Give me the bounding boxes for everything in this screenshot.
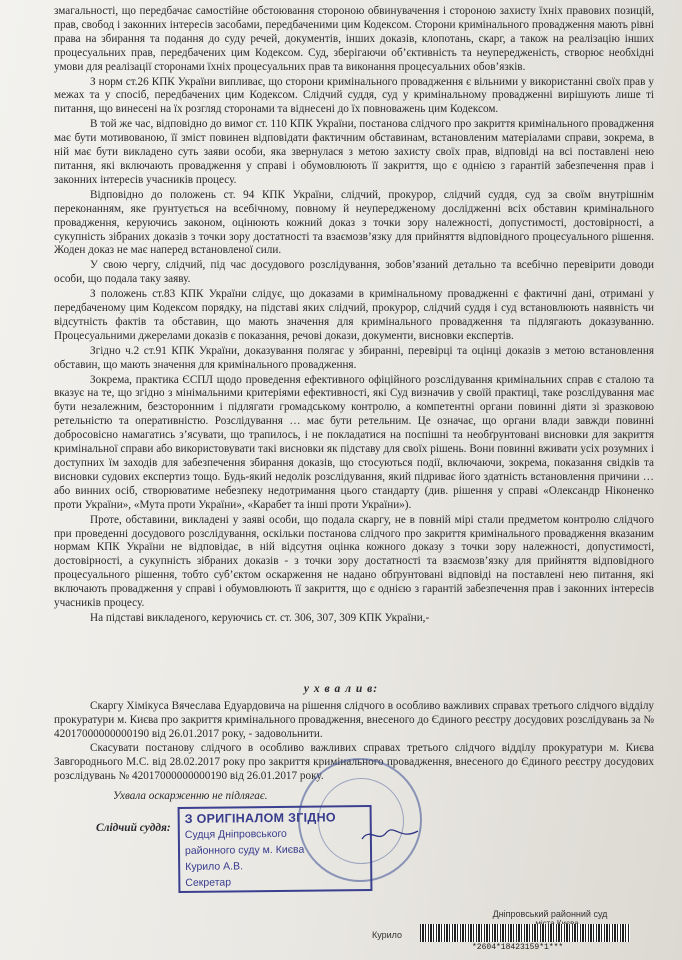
- stamp-line: Курило А.В.: [185, 860, 244, 873]
- signature: [360, 825, 420, 845]
- document-body: [54, 5, 654, 626]
- verdict-paragraph: Скаргу Хімікуса Вячеслава Едуардовича на рішення слідчого в особливо важливих справах третього слідчого відділу прокуратури м. Києва про закриття кримінального провадження, внесеного до Єдиного реєстру досудових розслідувань за № 42017000000000190 від 26.01.2017 року, - задовольнити.: [54, 700, 654, 740]
- paragraph: Відповідно до положень ст. 94 КПК України, слідчий, прокурор, слідчий суддя, суд за своїм внутрішнім переконанням, яке ґрунтується на всебічному, повному й неупередженому дослідженні всіх обставин кримінального провадження, керуючись законом, оцінюють кожний доказ з точки зору належності, допустимості, достовірності, а сукупність зібраних доказів з точки зору достатності та взаємозв’язку для прийняття відповідного процесуального рішення. Жоден доказ не має наперед встановленої сили.: [54, 188, 654, 257]
- stamp-line: Секретар: [185, 876, 232, 889]
- verdict-paragraph: Скасувати постанову слідчого в особливо важливих справах третього слідчого відділу прокуратури м. Києва Завгороднього М.С. від 28.02.2017 року про закриття кримінального провадження, внесеного до Єдиного реєстру досудових розслідувань № 42017000000000190 від 26.01.2017 року.: [54, 741, 654, 782]
- judge-label: Слідчий суддя:: [96, 822, 171, 834]
- stamp-title: З ОРИГІНАЛОМ ЗГІДНО: [184, 810, 336, 826]
- paragraph: З норм ст.26 КПК України випливає, що сторони кримінального провадження є вільними у використанні своїх прав у межах та у спосіб, передбачених цим Кодексом. Слідчий суддя, суд у кримінальному провадженні вирішують лише ті питання, що винесені на їх розгляд сторонами та віднесені до їх повноважень цим Кодексом.: [54, 75, 654, 116]
- barcode: [420, 924, 630, 942]
- signer-name: Курило: [372, 930, 403, 940]
- stamp-line: районного суду м. Києва: [184, 843, 305, 857]
- certification-stamp: [178, 805, 373, 893]
- barcode-number: *2604*18423159*1***: [472, 943, 564, 952]
- paragraph: змагальності, що передбачає самостійне обстоювання стороною обвинувачення і стороною захисту їхніх правових позицій, прав, свобод і законних інтересів засобами, передбаченими цим Кодексом. Сторони кримінального провадження мають рівні права на збирання та подання до суду речей, документів, інших доказів, клопотань, скарг, а також на реалізацію інших процесуальних прав, передбачених цим Кодексом. Суд, зберігаючи об’єктивність та неупередженість, створює необхідні умови для реалізації сторонами їхніх процесуальних прав та виконання процесуальних обов’язків.: [54, 5, 654, 73]
- court-name: Дніпровський районний суд: [492, 909, 608, 919]
- paragraph: Проте, обставини, викладені у заяві особи, що подала скаргу, не в повній мірі стали предметом контролю слідчого при проведенні досудового розслідування, оскільки постанова слідчого про закриття кримінального провадження вказаним нормам КПК України не відповідає, в ній відсутня оцінка кожного доказу з точки зору належності, допустимості, достовірності, а сукупність зібраних доказів - з точки зору достатності та взаємозв’язку для прийняття відповідного процесуального рішення, тобто суб’єктом оскарження не надано обґрунтовані відповіді на поставлені нею питання, які включають провадження у справі і обумовлюють її закриття, що є однією з гарантій забезпечення прав і законних інтересів учасників процесу.: [54, 513, 654, 610]
- appeal-note: Ухвала оскарженню не підлягає.: [113, 790, 268, 802]
- paragraph: У свою чергу, слідчий, під час досудового розслідування, зобов’язаний детально та всебічно перевірити доводи особи, що подала таку заяву.: [54, 259, 654, 286]
- paragraph: Зокрема, практика ЄСПЛ щодо проведення ефективного офіційного розслідування кримінальних справ є сталою та вказує на те, що згідно з мінімальними критеріями ефективності, які Суд визначив у своїй практиці, таке розслідування має бути незалежним, безсторонним і підлягати громадському контролю, а компетентні органи повинні діяти зі зразковою ретельністю та оперативністю. Розслідування … має бути ретельним. Це означає, що органи влади завжди повинні добросовісно намагатись з’ясувати, що трапилось, і не покладатися на поспішні та необґрунтовані висновки для закриття кримінальної справи або використовувати такі висновки як підставу для своїх рішень. Вони повинні вживати усіх розумних і доступних їм заходів для забезпечення збирання доказів, що стосуються події, включаючи, зокрема, показання свідків та висновки судових експертиз тощо. Будь-який недолік розслідування, який підриває його здатність встановлення причини … або винних осіб, створюватиме небезпеку недотримання цього стандарту (див. рішення у справі «Олександр Ніконенко проти України», «Мута проти України», «Карабет та інші проти України»).: [54, 373, 654, 511]
- verdict-heading: у х в а л и в:: [303, 683, 379, 695]
- paragraph: Згідно ч.2 ст.91 КПК України, доказування полягає у збиранні, перевірці та оцінці доказів з метою встановлення обставин, що мають значення для кримінального провадження.: [54, 344, 654, 371]
- paragraph: В той же час, відповідно до вимог ст. 110 КПК України, постанова слідчого про закриття кримінального провадження має бути мотивованою, її зміст повинен відповідати фактичним обставинам, встановленим матеріалами справи, зокрема, в ній має бути викладено суть заяви особи, яка звернулася з метою захисту своїх прав, відповіді на всі поставлені нею питання, які включають провадження у справі і обумовлюють її закриття, що є однією з гарантій забезпечення прав і законних інтересів учасників процесу.: [54, 118, 654, 186]
- paragraph: З положень ст.83 КПК України слідує, що доказами в кримінальному провадженні є фактичні дані, отримані у передбаченому цим Кодексом порядку, на підставі яких слідчий, прокурор, слідчий суддя і суд встановлюють наявність чи відсутність фактів та обставин, що мають значення для кримінального провадження та підлягають доказуванню. Процесуальними джерелами доказів є показання, речові докази, документи, висновки експертів.: [54, 288, 654, 342]
- paragraph: На підставі викладеного, керуючись ст. ст. 306, 307, 309 КПК України,-: [90, 611, 430, 624]
- stamp-line: Судця Дніпровського: [184, 827, 287, 841]
